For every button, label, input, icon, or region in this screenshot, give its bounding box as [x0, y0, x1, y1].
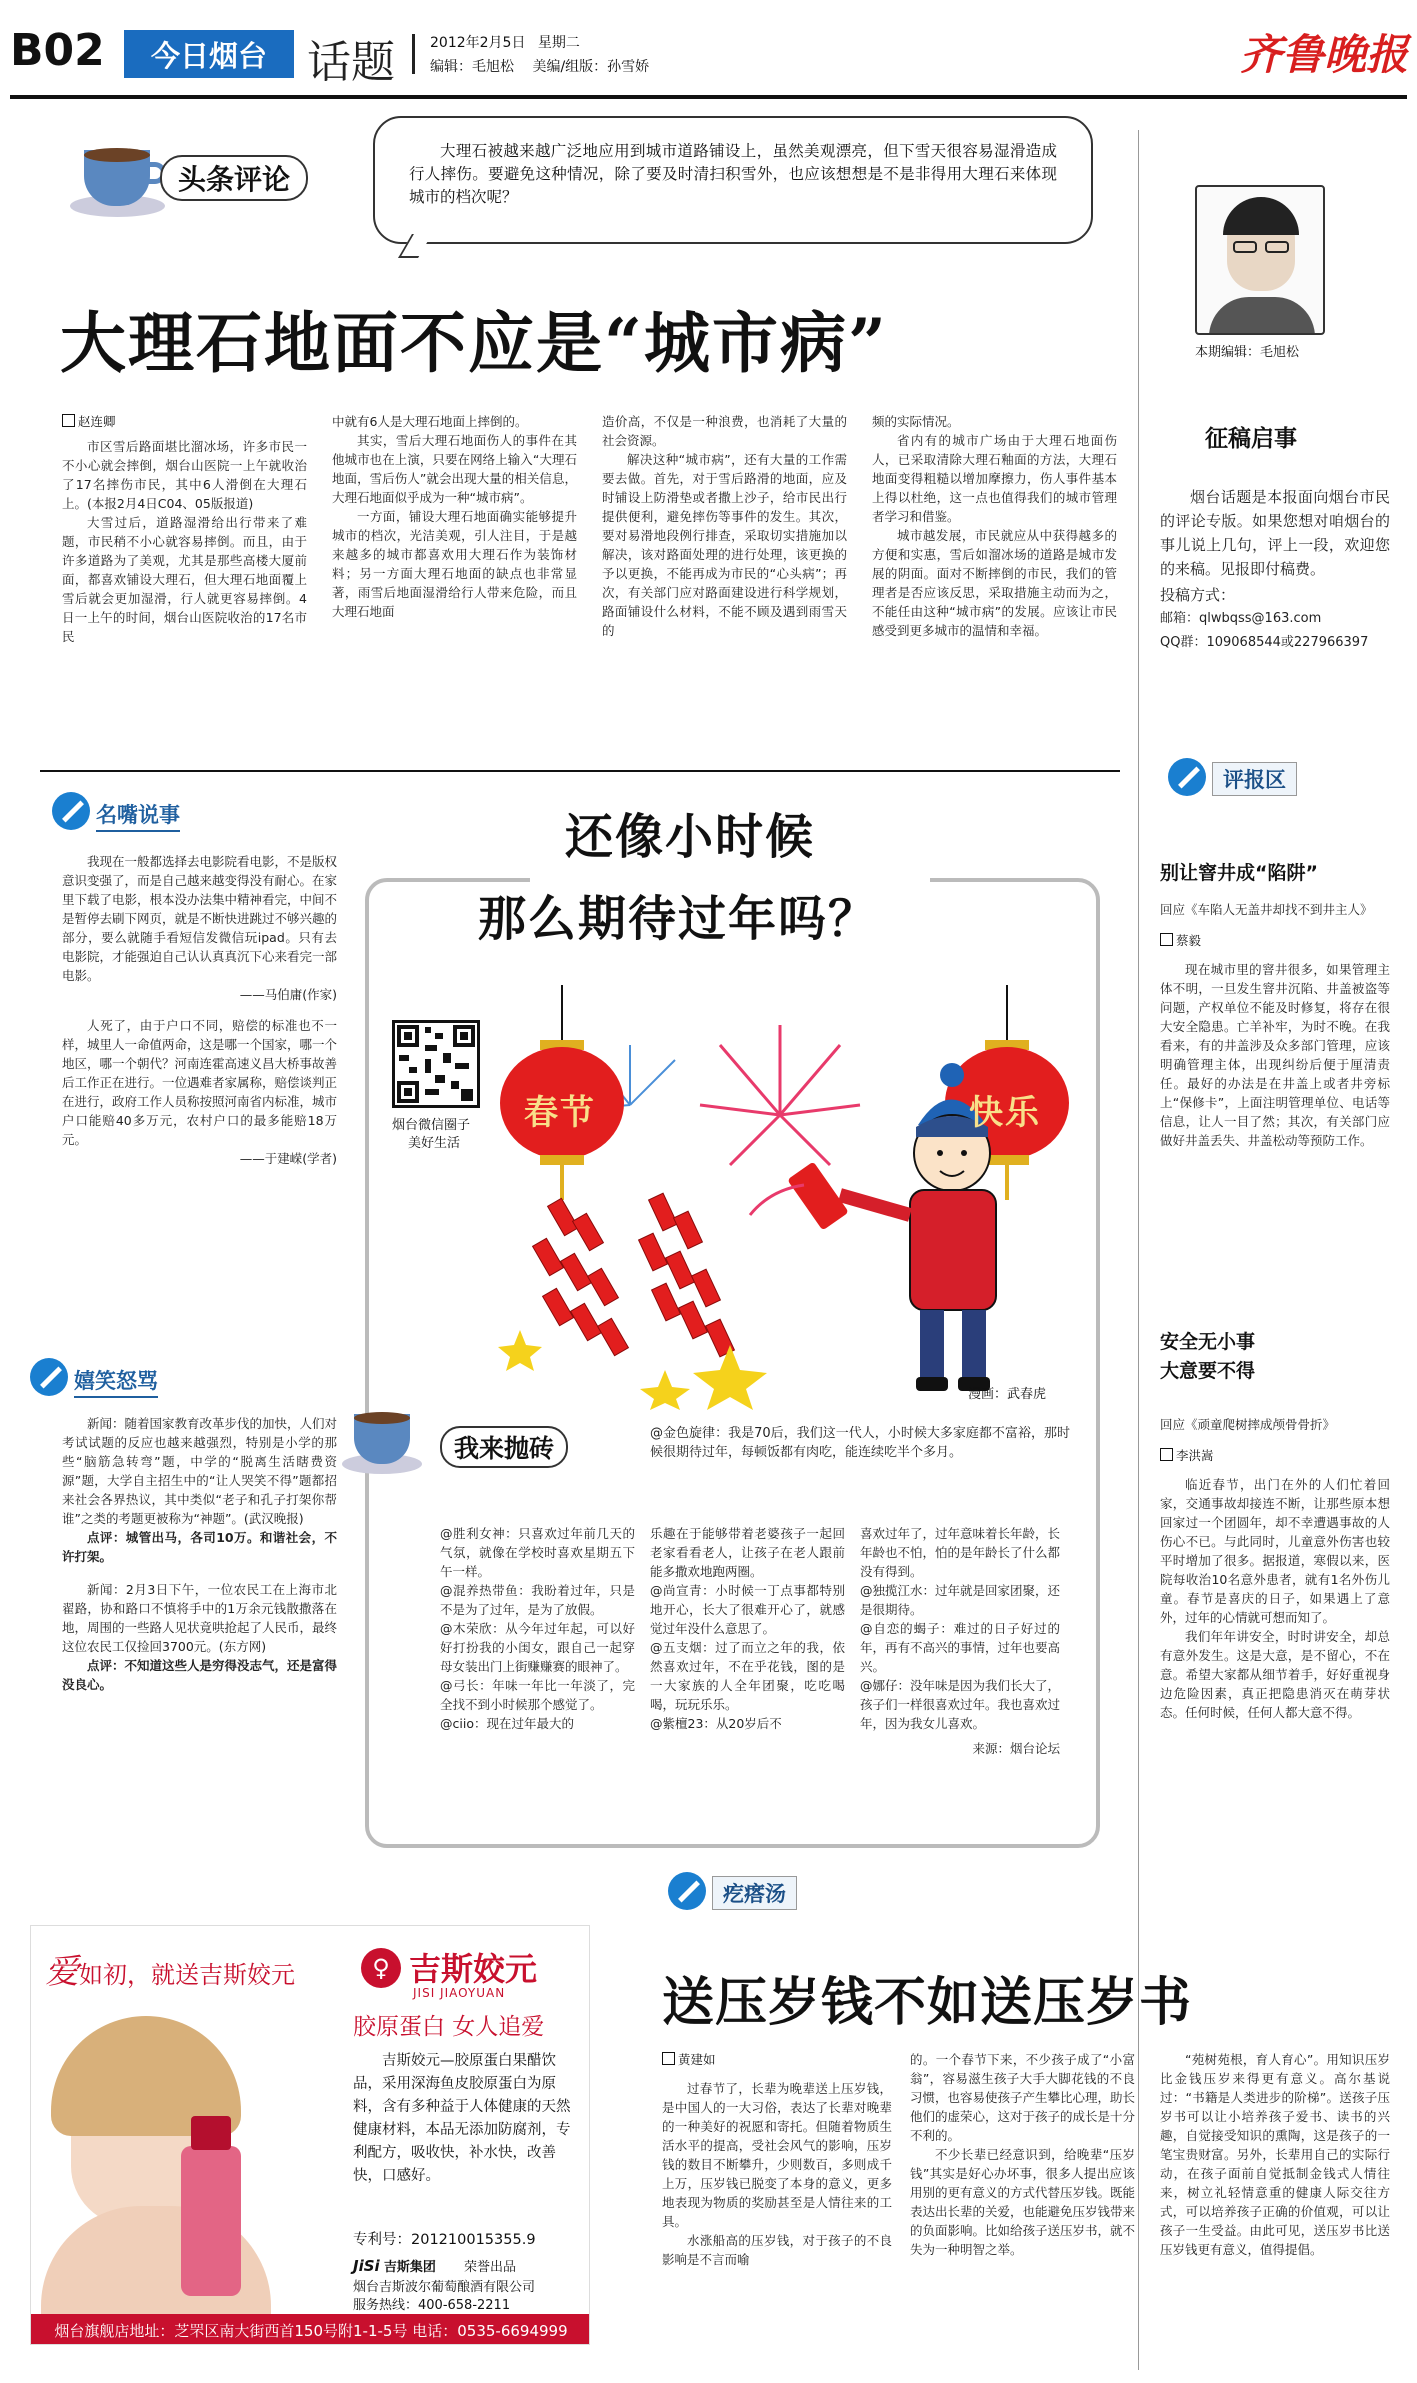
forum-post: @ciio：现在过年最大的	[440, 1716, 574, 1731]
ad-slogan-prefix: 爱	[45, 1952, 79, 1992]
lead-column-1	[62, 412, 307, 646]
header-divider	[412, 34, 415, 74]
pingbao-tag: 评报区	[1212, 762, 1297, 796]
pen-icon	[30, 1358, 68, 1396]
ad-hotline: 服务热线：400-658-2211	[353, 2298, 511, 2313]
header-date-line	[430, 32, 580, 52]
forum-post: @娜仔：没年味是因为我们长大了，孩子们一样很喜欢过年。我也喜欢过年，因为我女儿喜欢。	[860, 1678, 1061, 1731]
forum-post: @紫檀23：从20岁后不	[650, 1716, 782, 1731]
lead-para: 省内有的城市广场由于大理石地面伤人，已采取清除大理石釉面的方法，大理石地面变得粗糙以增加摩擦力，伤人事件基本上得以杜绝，这一点也值得我们的城市管理者学习和借鉴。	[872, 433, 1117, 524]
ad-company: 烟台吉斯波尔葡萄酿酒有限公司	[353, 2280, 536, 2295]
mingzui-signature: ——于建嵘(学者)	[239, 1151, 337, 1166]
ad-patent: 专利号：201210015355.9	[353, 2232, 536, 2248]
mingzui-signature: ——马伯庸(作家)	[239, 987, 337, 1002]
paozhuan-intro	[650, 1424, 1070, 1462]
ad-bottle	[181, 2146, 241, 2296]
lead-author: 赵连卿	[62, 412, 307, 431]
ad-group-name: 吉斯集团	[383, 2260, 436, 2275]
lead-column-4	[872, 412, 1117, 640]
page-header	[0, 0, 1417, 100]
mingzui-body	[62, 852, 337, 1168]
weekday: 星期二	[537, 35, 580, 51]
geda-para: 水涨船高的压岁钱，对于孩子的不良影响是不言而喻	[662, 2233, 892, 2267]
forum-post: @混养热带鱼：我盼着过年，只是不是为了过年，是为了放假。	[440, 1583, 635, 1617]
pen-icon	[1168, 758, 1206, 796]
editor-box-text: 烟台话题是本报面向烟台市民的评论专版。如果您想对咱烟台的事儿说上几句，评上一段，欢迎您的来稿。见报即付稿费。	[1160, 488, 1390, 578]
paozhuan-intro-text: @金色旋律：我是70后，我们这一代人，小时候大多家庭都不富裕，那时候很期待过年，每顿饭都有肉吃，能连续吃半个多月。	[650, 1426, 1070, 1460]
geda-para: “苑树苑根，育人育心”。用知识压岁比金钱压岁来得更有意义。高尔基说过：“书籍是人类进步的阶梯”。送孩子压岁书可以让小培养孩子爱书、读书的兴趣，自觉接受知识的熏陶，这是孩子的一笔宝贵财富。另外，长辈用自己的实际行动，在孩子面前自觉抵制金钱式人情往来，树立礼轻情意重的健康人际交往方式，可以培养孩子正确的价值观，可以让孩子一生受益。由此可见，送压岁书比送压岁钱更有意义，值得提倡。	[1160, 2052, 1390, 2257]
lead-column-3	[602, 412, 847, 640]
ad-slogan	[45, 1944, 295, 1993]
advertisement	[30, 1925, 590, 2345]
new-year-illustration	[480, 985, 1090, 1410]
ad-group-logo: JiSi	[353, 2257, 380, 2275]
pingbao-title-1: 别让窨井成“陷阱”	[1160, 862, 1318, 884]
speech-bubble	[373, 116, 1093, 244]
forum-post: @五支烟：过了而立之年的我，依然喜欢过年，不在乎花钱，图的是一大家族的人全年团聚，吃吃喝喝，玩玩乐乐。	[650, 1640, 845, 1712]
ad-model	[31, 1996, 291, 2316]
qr-caption-2: 美好生活	[408, 1136, 461, 1151]
column-title: 话题	[307, 37, 395, 88]
forum-post: @胜利女神：只喜欢过年前几天的气氛，就像在学校时喜欢星期五下午一样。	[440, 1526, 635, 1579]
editor-qq: QQ群：109068544或227966397	[1160, 635, 1369, 650]
ad-brand-cn: 吉斯姣元	[409, 1950, 538, 1988]
ad-tagline: 胶原蛋白 女人追爱	[353, 2014, 545, 2040]
geda-column-1	[662, 2050, 892, 2269]
ad-brand-logo-icon: ♀	[361, 1948, 401, 1988]
brand-logo: 齐鲁晚报	[1240, 30, 1409, 79]
forum-post: 乐趣在于能够带着老婆孩子一起回老家看看老人，让孩子在老人跟前能多撒欢地跑两圈。	[650, 1526, 845, 1579]
ad-produced: 荣誉出品	[463, 2260, 516, 2275]
xixiao-body	[62, 1414, 337, 1694]
coffee-cup-icon	[342, 1406, 422, 1476]
forum-post: @弓长：年味一年比一年淡了，完全找不到小时候那个感觉了。	[440, 1678, 635, 1712]
xixiao-comment: 点评：不知道这些人是穷得没志气，还是富得没良心。	[62, 1658, 338, 1692]
editor-box-title: 征稿启事	[1205, 426, 1297, 452]
qr-code	[392, 1020, 480, 1108]
editor: 编辑：毛旭松	[430, 59, 514, 75]
geda-para: 不少长辈已经意识到，给晚辈“压岁钱”其实是好心办坏事，很多人提出应该用别的更有意义的方式代替压岁钱。既能表达出长辈的关爱，也能避免压岁钱带来的负面影响。比如给孩子送压岁书，就不失为一种明智之举。	[910, 2147, 1136, 2257]
qr-code-graphic	[395, 1023, 477, 1105]
editor-caption: 本期编辑：毛旭松	[1195, 345, 1300, 360]
pingbao-title-2b: 大意要不得	[1160, 1360, 1256, 1382]
forum-post: @自恋的蝎子：难过的日子好过的年，再有不高兴的事情，过年也要高兴。	[860, 1621, 1061, 1674]
pen-icon	[668, 1872, 706, 1910]
bubble-text: 大理石被越来越广泛地应用到城市道路铺设上，虽然美观漂亮，但下雪天很容易湿滑造成行人摔伤。要避免这种情况，除了要及时清扫积雪外，也应该想想是不是非得用大理石来体现城市的档次呢？	[409, 142, 1057, 206]
pingbao-title-2a: 安全无小事	[1160, 1331, 1256, 1353]
section-badge: 今日烟台	[124, 30, 294, 78]
xixiao-news: 新闻：随着国家教育改革步伐的加快，人们对考试试题的反应也越来越强烈，特别是小学的那些“脑筋急转弯”题，中学的“脱离生活瞎费资源”题，大学自主招生中的“让人哭笑不得”题都招来社会各界热议，其中类似“老子和孔子打架你帮谁”之类的考题更被称为“神题”。(武汉晚报)	[62, 1416, 338, 1526]
xixiao-tag: 嬉笑怒骂	[74, 1364, 158, 1398]
qr-caption-1: 烟台微信圈子	[392, 1118, 471, 1133]
header-rule	[10, 95, 1407, 99]
pen-icon	[52, 792, 90, 830]
lead-para: 一方面，铺设大理石地面确实能够提升城市的档次，光洁美观，引人注目，于是越来越多的城市都喜欢用大理石作为装饰材料；另一方面大理石地面的缺点也非常显著，雨雪后地面湿滑给行人带来危险，而且大理石地面	[332, 509, 577, 619]
pingbao-reply: 回应《顽童爬树摔成颅骨骨折》	[1160, 1417, 1336, 1432]
lead-para: 市区雪后路面堪比溜冰场，许多市民一不小心就会摔倒，烟台山医院一上午就收治了17名摔伤市民，其中6人滑倒在大理石上。(本报2月4日C04、05版报道)	[62, 439, 307, 511]
geda-column-3	[1160, 2050, 1390, 2259]
pingbao-body-1	[1160, 900, 1390, 1150]
cartoon-graphic	[480, 985, 1090, 1410]
ad-footer: 烟台旗舰店地址：芝罘区南大街西首150号附1-1-5号 电话：0535-6694999	[31, 2314, 590, 2345]
paozhuan-column-3	[860, 1524, 1060, 1758]
forum-post: @尚宣青：小时候一丁点事都特别地开心，长大了很难开心了，就感觉过年没什么意思了。	[650, 1583, 845, 1636]
geda-headline: 送压岁钱不如送压岁书	[662, 1972, 1193, 2033]
lead-column-2	[332, 412, 577, 621]
pingbao-text: 我们年年讲安全，时时讲安全，却总有意外发生。这是大意，是不留心，不在意。希望大家都从细节着手，好好重视身边危险因素，真正把隐患消灭在萌芽状态。任何时候，任何人都大意不得。	[1160, 1629, 1390, 1720]
page-number: B02	[10, 25, 105, 76]
feature-title-1: 还像小时候	[565, 809, 816, 865]
editor-contact-label: 投稿方式：	[1160, 586, 1236, 604]
forum-source: 来源：烟台论坛	[972, 1741, 1060, 1756]
geda-para: 的。一个春节下来，不少孩子成了“小富翁”，容易滋生孩子大手大脚花钱的不良习惯，也容易使孩子产生攀比心理，助长他们的虚荣心，这对于孩子的成长是十分不利的。	[910, 2052, 1136, 2143]
forum-post: @独揽江水：过年就是回家团聚，还是很期待。	[860, 1583, 1061, 1617]
lead-tag	[30, 135, 330, 225]
xixiao-comment: 点评：城管出马，各司10万。和谐社会，不许打架。	[62, 1530, 337, 1564]
geda-column-2	[910, 2050, 1135, 2259]
forum-post: 喜欢过年了，过年意味着长年龄，长年龄也不怕，怕的是年龄长了什么都没有得到。	[860, 1526, 1061, 1579]
lead-para: 解决这种“城市病”，还有大量的工作需要去做。首先，对于雪后路滑的地面，应及时铺设上防滑垫或者撒上沙子，给市民出行提供便利，避免摔伤等事件的发生。其次，要对易滑地段例行排查，采取切实措施加以解决，该对路面处理的进行处理，该更换的予以更换，不能再成为市民的“心头病”；再次，有关部门应对路面建设进行科学规划，路面铺设什么材料，不能不顾及遇到雨雪天的	[602, 452, 847, 638]
illustration-credit: 漫画：武春虎	[968, 1387, 1047, 1402]
ad-body: 吉斯姣元—胶原蛋白果醋饮品，采用深海鱼皮胶原蛋白为原料，含有多种益于人体健康的天然健康材料，本品无添加防腐剂，专利配方，吸收快，补水快，改善快，口感好。	[353, 2053, 571, 2184]
paozhuan-tag-label: 我来抛砖	[440, 1426, 568, 1468]
mingzui-quote: 人死了，由于户口不同，赔偿的标准也不一样，城里人一命值两命，这是哪一个国家，哪一个地区，哪一个朝代？河南连霍高速义昌大桥事故善后工作正在进行。一位遇难者家属称，赔偿谈判正在进行，政府工作人员称按照河南省内标准，城市户口能赔40多万元，农村户口的最多能赔18万元。	[62, 1018, 338, 1147]
pingbao-author: 蔡毅	[1160, 931, 1390, 950]
pingbao-reply: 回应《车陷人无盖井却找不到井主人》	[1160, 902, 1373, 917]
lead-para: 中就有6人是大理石地面上摔倒的。	[332, 414, 528, 429]
lead-para: 大雪过后，道路湿滑给出行带来了难题，市民稍不小心就容易摔倒。而且，由于许多道路为了美观，尤其是那些高楼大厦前面，都喜欢铺设大理石，但大理石地面覆上雪后就会更加湿滑，行人就更容易摔倒。4日一上午的时间，烟台山医院收治的17名市民	[62, 515, 307, 644]
lead-para: 频的实际情况。	[872, 414, 960, 429]
feature-title-2: 那么期待过年吗？	[478, 891, 879, 947]
lead-tag-label: 头条评论	[160, 155, 308, 201]
lead-para: 其实，雪后大理石地面伤人的事件在其他城市也在上演，只要在网络上输入“大理石地面，雪后伤人”就会出现大量的相关信息，大理石地面似乎成为一种“城市病”。	[332, 433, 577, 505]
forum-post: @木荣欣：从今年过年起，可以好好打扮我的小闺女，跟自己一起穿母女装出门上街赚赚赛的眼神了。	[440, 1621, 635, 1674]
paozhuan-tag	[312, 1404, 612, 1486]
editor-box-body	[1160, 485, 1390, 655]
lead-headline: 大理石地面不应是“城市病”	[60, 304, 888, 382]
pingbao-body-2	[1160, 1415, 1390, 1722]
pingbao-text: 现在城市里的窨井很多，如果管理主体不明，一旦发生窨井沉陷、井盖被盗等问题，产权单位不能及时修复，将存在很大安全隐患。亡羊补牢，为时不晚。在我看来，有的井盖涉及众多部门管理，应该明确管理主体，出现纠纷后便于厘清责任。最好的办法是在井盖上或者井旁标上“保修卡”，上面注明管理单位、电话等信息，让人一目了然；其次，有关部门应做好井盖丢失、井盖松动等预防工作。	[1160, 962, 1390, 1148]
header-staff-line	[430, 56, 649, 76]
paozhuan-column-2	[650, 1524, 845, 1733]
pingbao-author: 李洪嵩	[1160, 1446, 1390, 1465]
geda-author: 黄建如	[662, 2050, 892, 2069]
paozhuan-column-1	[440, 1524, 635, 1733]
date: 2012年2月5日	[430, 35, 526, 51]
editor-photo	[1195, 185, 1325, 335]
mingzui-quote: 我现在一般都选择去电影院看电影，不是版权意识变强了，而是自己越来越变得没有耐心。在家里下载了电影，根本没办法集中精神看完，中间不是暂停去刷下网页，就是不断快进跳过不够兴趣的部分，要么就随手看短信发微信玩ipad。只有去电影院，才能强迫自己认认真真沉下心来看完一部电影。	[62, 854, 338, 983]
mingzui-tag: 名嘴说事	[96, 798, 180, 832]
lead-para: 造价高，不仅是一种浪费，也消耗了大量的社会资源。	[602, 414, 847, 448]
coffee-cup-icon	[70, 140, 165, 218]
geda-tag: 疙瘩汤	[712, 1876, 797, 1910]
pingbao-text: 临近春节，出门在外的人们忙着回家，交通事故却接连不断，让那些原本想回家过一个团圆年，却不幸遭遇事故的人伤心不已。与此同时，儿童意外伤害也较平时增加了很多。据报道，寒假以来，医院每收治10名意外患者，就有1名外伤儿童。春节是喜庆的日子，如果遇上了意外，过年的心情就可想而知了。	[1160, 1477, 1390, 1625]
ad-group	[353, 2256, 516, 2275]
lantern-text-right: 快乐	[969, 1093, 1041, 1133]
geda-para: 过春节了，长辈为晚辈送上压岁钱，是中国人的一大习俗，表达了长辈对晚辈的一种美好的祝愿和寄托。但随着物质生活水平的提高，受社会风气的影响，压岁钱的数目不断攀升，少则数百，多则成千上万，压岁钱已脱变了本身的意义，更多地表现为物质的奖励甚至是人情往来的工具。	[662, 2081, 892, 2229]
lantern-text-left: 春节	[524, 1093, 596, 1133]
editor-email: 邮箱：qlwbqss@163.com	[1160, 611, 1322, 626]
ad-brand-en: JISI JIAOYUAN	[413, 1986, 506, 2000]
lead-para: 城市越发展，市民就应从中获得越多的方便和实惠，雪后如溜冰场的道路是城市发展的阴面。面对不断摔倒的市民，我们的管理者是否应该反思，采取措施主动而为之，不能任由这种“城市病”的发展。应该让市民感受到更多城市的温情和幸福。	[872, 528, 1117, 638]
section-rule	[40, 770, 1120, 772]
xixiao-news: 新闻：2月3日下午，一位农民工在上海市北翟路，协和路口不慎将手中的1万余元钱散撒落在地，周围的一些路人见状竟哄抢起了人民币，最终这位农民工仅捡回3700元。(东方网)	[62, 1582, 338, 1654]
ad-slogan-text: 如初，就送吉斯姣元	[79, 1961, 295, 1989]
designer: 美编/组版：孙雪娇	[532, 59, 650, 75]
